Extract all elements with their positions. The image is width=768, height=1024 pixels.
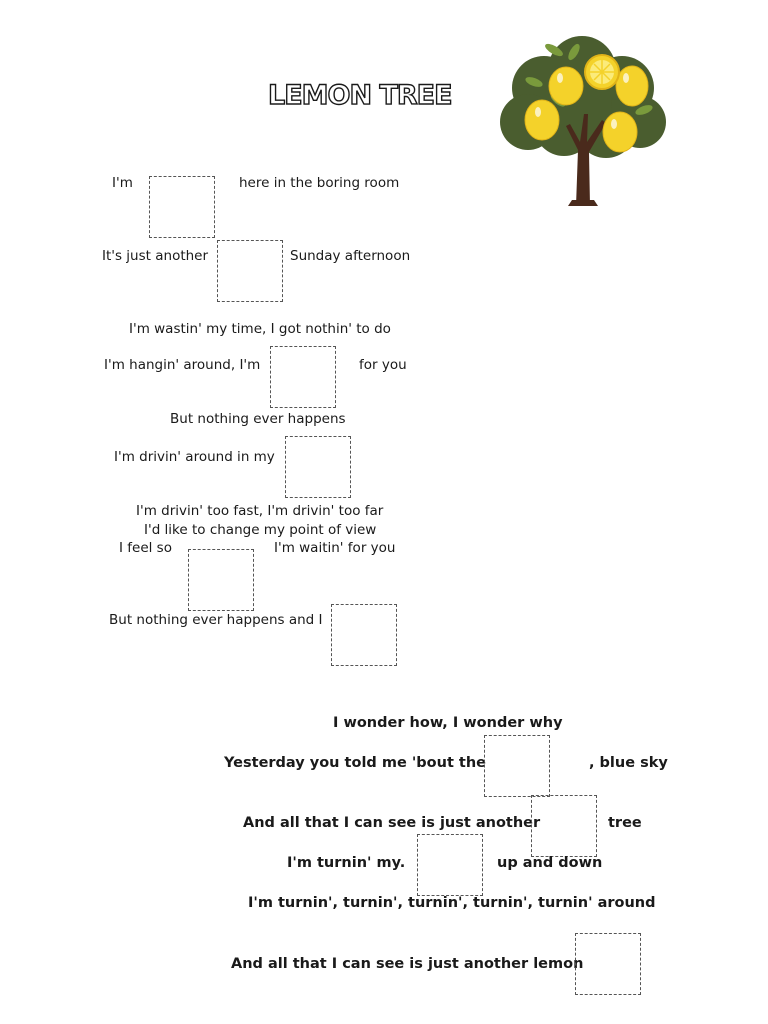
lemon-tree-illustration bbox=[494, 30, 670, 210]
chorus-line: up and down bbox=[497, 855, 603, 871]
answer-blank[interactable] bbox=[285, 436, 351, 498]
answer-blank[interactable] bbox=[149, 176, 215, 238]
lyric-line: I'm hangin' around, I'm bbox=[104, 357, 261, 373]
trunk bbox=[566, 114, 606, 206]
answer-blank[interactable] bbox=[270, 346, 336, 408]
lyric-line: But nothing ever happens and I bbox=[109, 612, 323, 628]
chorus-line: And all that I can see is just another lemon bbox=[231, 956, 584, 972]
lyric-line: I'm drivin' around in my bbox=[114, 449, 275, 465]
lyric-line: I'd like to change my point of view bbox=[144, 522, 377, 538]
lyric-line: I'm drivin' too fast, I'm drivin' too far bbox=[136, 503, 384, 519]
lyric-line: I'm bbox=[112, 175, 133, 191]
lemon-slice bbox=[585, 55, 619, 89]
chorus-line: I wonder how, I wonder why bbox=[333, 715, 563, 731]
answer-blank[interactable] bbox=[331, 604, 397, 666]
lyric-line: for you bbox=[359, 357, 407, 373]
chorus-line: Yesterday you told me 'bout the bbox=[224, 755, 487, 771]
page-title: LEMON TREE bbox=[268, 80, 452, 111]
lyric-line: It's just another bbox=[102, 248, 209, 264]
answer-blank[interactable] bbox=[575, 933, 641, 995]
lyric-line: I'm waitin' for you bbox=[274, 540, 396, 556]
lyric-line: But nothing ever happens bbox=[170, 411, 346, 427]
answer-blank[interactable] bbox=[531, 795, 597, 857]
lyric-line: here in the boring room bbox=[239, 175, 400, 191]
answer-blank[interactable] bbox=[188, 549, 254, 611]
chorus-line: , blue sky bbox=[589, 755, 668, 771]
lyric-line: Sunday afternoon bbox=[290, 248, 411, 264]
lyric-line: I feel so bbox=[119, 540, 172, 556]
chorus-line: And all that I can see is just another bbox=[243, 815, 541, 831]
lyric-line: I'm wastin' my time, I got nothin' to do bbox=[129, 321, 391, 337]
answer-blank[interactable] bbox=[484, 735, 550, 797]
chorus-line: tree bbox=[608, 815, 642, 831]
chorus-line: I'm turnin', turnin', turnin', turnin', turnin' around bbox=[248, 895, 656, 911]
answer-blank[interactable] bbox=[217, 240, 283, 302]
answer-blank[interactable] bbox=[417, 834, 483, 896]
chorus-line: I'm turnin' my. bbox=[287, 855, 406, 871]
